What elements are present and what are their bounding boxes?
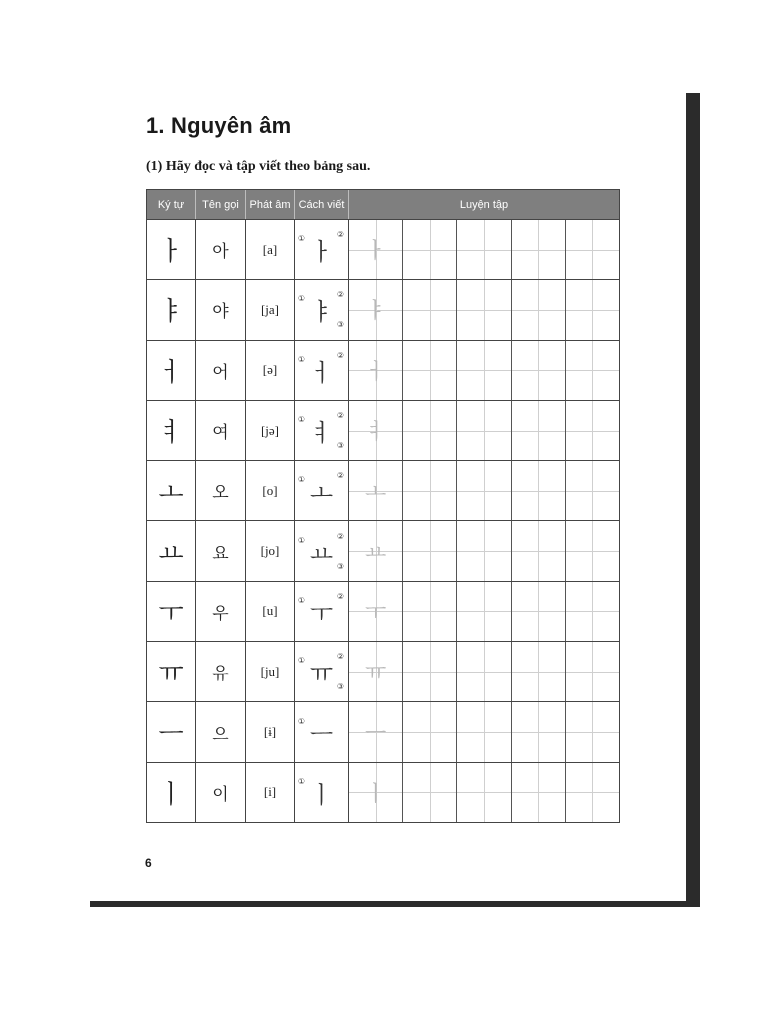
stroke-order-glyph: ㅛ: [309, 539, 334, 568]
stroke-order-guide: [297, 652, 345, 692]
practice-cell: [349, 280, 619, 339]
practice-box[interactable]: [512, 582, 566, 641]
ipa-cell: [246, 521, 295, 580]
stroke-cell: [295, 521, 349, 580]
stroke-number: ①: [297, 595, 306, 605]
stroke-cell: [295, 401, 349, 460]
stroke-cell: [295, 341, 349, 400]
trace-glyph: ㅕ: [364, 420, 387, 446]
practice-box[interactable]: [512, 521, 566, 580]
stroke-number: ②: [336, 350, 345, 360]
practice-box[interactable]: [349, 461, 403, 520]
vowel-ipa: [u]: [262, 603, 278, 619]
practice-box[interactable]: [403, 461, 457, 520]
section-heading: 1. Nguyên âm: [146, 113, 292, 138]
table-row: [147, 460, 619, 520]
practice-box[interactable]: [349, 401, 403, 460]
trace-glyph: ㅓ: [364, 359, 387, 385]
practice-cell: [349, 702, 619, 761]
ipa-cell: [246, 582, 295, 641]
practice-grid: [349, 341, 619, 400]
ipa-cell: [246, 702, 295, 761]
vowel-table: [146, 189, 620, 823]
practice-box[interactable]: [566, 521, 619, 580]
stroke-cell: [295, 582, 349, 641]
exercise-instruction: (1) Hãy đọc và tập viết theo bảng sau.: [146, 159, 371, 174]
practice-box[interactable]: [457, 220, 511, 279]
practice-box[interactable]: [566, 401, 619, 460]
table-row: [147, 279, 619, 339]
char-cell: [147, 521, 196, 580]
practice-box[interactable]: [457, 461, 511, 520]
ipa-cell: [246, 461, 295, 520]
practice-box[interactable]: [512, 220, 566, 279]
char-cell: [147, 461, 196, 520]
practice-box[interactable]: [566, 763, 619, 822]
practice-box[interactable]: [566, 582, 619, 641]
practice-box[interactable]: [512, 280, 566, 339]
stroke-cell: [295, 280, 349, 339]
stroke-number: ①: [297, 354, 306, 364]
practice-grid: [349, 763, 619, 822]
vowel-char: ㅣ: [158, 779, 184, 810]
vowel-name: 어: [212, 362, 229, 383]
table-row: [147, 701, 619, 761]
char-cell: [147, 582, 196, 641]
ipa-cell: [246, 763, 295, 822]
practice-cell: [349, 582, 619, 641]
vowel-name: 우: [212, 603, 229, 624]
page-number: 6: [145, 856, 152, 870]
char-cell: [147, 702, 196, 761]
char-cell: [147, 341, 196, 400]
stroke-order-glyph: ㅓ: [309, 358, 334, 387]
stroke-order-guide: [297, 531, 345, 571]
stroke-number: ③: [336, 320, 345, 330]
trace-glyph: ㅡ: [364, 721, 387, 747]
page-edge-shadow: [686, 93, 700, 907]
stroke-number: ①: [297, 234, 306, 244]
practice-box[interactable]: [457, 521, 511, 580]
stroke-number: ①: [297, 475, 306, 485]
vowel-name: 이: [212, 784, 229, 805]
practice-box[interactable]: [512, 763, 566, 822]
trace-glyph: ㅜ: [364, 600, 387, 626]
vowel-char: ㅏ: [158, 237, 184, 268]
stroke-number: ②: [336, 230, 345, 240]
stroke-number: ②: [336, 531, 345, 541]
vowel-ipa: [ju]: [260, 663, 280, 679]
stroke-number: ①: [297, 656, 306, 666]
stroke-order-guide: [297, 290, 345, 330]
char-cell: [147, 280, 196, 339]
vowel-ipa: [jə]: [260, 422, 280, 438]
name-cell: [196, 763, 246, 822]
stroke-number: ②: [336, 411, 345, 421]
practice-box[interactable]: [566, 461, 619, 520]
stroke-order-guide: [297, 411, 345, 451]
practice-box[interactable]: [457, 642, 511, 701]
practice-box[interactable]: [457, 341, 511, 400]
vowel-ipa: [ja]: [260, 301, 280, 317]
name-cell: [196, 702, 246, 761]
practice-box[interactable]: [403, 763, 457, 822]
name-cell: [196, 401, 246, 460]
stroke-number: ①: [297, 415, 306, 425]
stroke-order-guide: [297, 471, 345, 508]
char-cell: [147, 763, 196, 822]
practice-grid: [349, 642, 619, 701]
vowel-ipa: [ɨ]: [263, 724, 277, 740]
stroke-order-guide: [297, 775, 334, 810]
char-cell: [147, 401, 196, 460]
name-cell: [196, 521, 246, 580]
practice-box[interactable]: [457, 702, 511, 761]
table-row: [147, 641, 619, 701]
practice-box[interactable]: [403, 521, 457, 580]
practice-cell: [349, 642, 619, 701]
trace-glyph: ㅛ: [364, 540, 387, 566]
vowel-name: 여: [212, 423, 229, 444]
ipa-cell: [246, 341, 295, 400]
practice-grid: [349, 702, 619, 761]
stroke-order-glyph: ㅜ: [309, 599, 334, 628]
table-row: [147, 400, 619, 460]
vowel-ipa: [ə]: [262, 362, 278, 378]
practice-box[interactable]: [349, 642, 403, 701]
practice-cell: [349, 401, 619, 460]
practice-box[interactable]: [403, 582, 457, 641]
stroke-number: ②: [336, 471, 345, 481]
practice-cell: [349, 763, 619, 822]
table-header-row: [147, 190, 619, 219]
practice-cell: [349, 461, 619, 520]
header-stroke-order: Cách viết: [295, 190, 349, 219]
stroke-order-guide: [297, 230, 345, 267]
stroke-order-glyph: ㅠ: [309, 660, 334, 689]
practice-box[interactable]: [349, 521, 403, 580]
practice-box[interactable]: [566, 702, 619, 761]
name-cell: [196, 642, 246, 701]
practice-cell: [349, 220, 619, 279]
practice-grid: [349, 582, 619, 641]
vowel-name: 야: [212, 302, 229, 323]
practice-box[interactable]: [349, 702, 403, 761]
practice-box[interactable]: [349, 341, 403, 400]
vowel-ipa: [i]: [263, 784, 277, 800]
table-row: [147, 762, 619, 822]
vowel-char: ㅕ: [158, 418, 184, 449]
ipa-cell: [246, 642, 295, 701]
practice-cell: [349, 521, 619, 580]
table-row: [147, 520, 619, 580]
stroke-order-glyph: ㅗ: [309, 479, 334, 508]
char-cell: [147, 642, 196, 701]
stroke-number: ①: [297, 535, 306, 545]
practice-box[interactable]: [403, 280, 457, 339]
practice-box[interactable]: [403, 702, 457, 761]
vowel-name: 으: [212, 724, 229, 745]
stroke-number: ①: [297, 776, 306, 786]
vowel-char: ㅑ: [158, 297, 184, 328]
page-edge-shadow-bottom: [90, 901, 700, 907]
vowel-name: 오: [212, 483, 229, 504]
vowel-ipa: [a]: [262, 241, 278, 257]
practice-grid: [349, 220, 619, 279]
practice-box[interactable]: [512, 401, 566, 460]
practice-box[interactable]: [403, 401, 457, 460]
stroke-number: ③: [336, 441, 345, 451]
stroke-order-guide: [297, 350, 345, 388]
practice-grid: [349, 521, 619, 580]
practice-box[interactable]: [457, 763, 511, 822]
stroke-order-glyph: ㅏ: [309, 238, 334, 267]
stroke-order-guide: [297, 591, 345, 629]
table-row: [147, 219, 619, 279]
header-practice: Luyện tập: [459, 198, 509, 211]
practice-grid: [349, 461, 619, 520]
trace-glyph: ㅣ: [364, 781, 387, 807]
table-row: [147, 340, 619, 400]
vowel-ipa: [jo]: [260, 543, 280, 559]
vowel-char: ㅗ: [158, 478, 184, 509]
practice-box[interactable]: [403, 642, 457, 701]
stroke-number: ③: [336, 561, 345, 571]
stroke-order-glyph: ㅡ: [309, 720, 334, 749]
vowel-char: ㅜ: [158, 598, 184, 629]
ipa-cell: [246, 220, 295, 279]
practice-box[interactable]: [512, 461, 566, 520]
header-pronunciation: Phát âm: [246, 190, 295, 219]
vowel-char: ㅡ: [158, 719, 184, 750]
vowel-name: 요: [212, 543, 229, 564]
stroke-order-glyph: ㅣ: [309, 780, 334, 809]
vowel-char: ㅛ: [158, 538, 184, 569]
vowel-name: 유: [212, 664, 229, 685]
name-cell: [196, 280, 246, 339]
stroke-cell: [295, 642, 349, 701]
practice-box[interactable]: [512, 642, 566, 701]
name-cell: [196, 220, 246, 279]
stroke-cell: [295, 220, 349, 279]
ipa-cell: [246, 401, 295, 460]
practice-box[interactable]: [457, 401, 511, 460]
practice-grid: [349, 401, 619, 460]
practice-box[interactable]: [457, 280, 511, 339]
stroke-order-glyph: ㅕ: [309, 419, 334, 448]
vowel-ipa: [o]: [262, 482, 278, 498]
stroke-number: ②: [336, 290, 345, 300]
practice-box[interactable]: [403, 341, 457, 400]
practice-box[interactable]: [566, 642, 619, 701]
table-row: [147, 581, 619, 641]
stroke-cell: [295, 461, 349, 520]
trace-glyph: ㅠ: [364, 661, 387, 687]
stroke-number: ②: [336, 652, 345, 662]
stroke-number: ①: [297, 716, 306, 726]
practice-box[interactable]: [349, 220, 403, 279]
vowel-char: ㅠ: [158, 659, 184, 690]
name-cell: [196, 461, 246, 520]
name-cell: [196, 341, 246, 400]
stroke-cell: [295, 763, 349, 822]
vowel-name: 아: [212, 242, 229, 263]
char-cell: [147, 220, 196, 279]
trace-glyph: ㅗ: [364, 480, 387, 506]
practice-box[interactable]: [566, 220, 619, 279]
practice-box[interactable]: [457, 582, 511, 641]
stroke-cell: [295, 702, 349, 761]
stroke-order-glyph: ㅑ: [309, 298, 334, 327]
name-cell: [196, 582, 246, 641]
stroke-number: ②: [336, 591, 345, 601]
practice-box[interactable]: [349, 582, 403, 641]
practice-box[interactable]: [566, 341, 619, 400]
practice-box[interactable]: [512, 702, 566, 761]
table-body: [147, 219, 619, 822]
header-char: Ký tự: [147, 190, 196, 219]
practice-cell: [349, 341, 619, 400]
trace-glyph: ㅑ: [364, 299, 387, 325]
practice-box[interactable]: [566, 280, 619, 339]
practice-box[interactable]: [349, 763, 403, 822]
stroke-number: ③: [336, 682, 345, 692]
header-name: Tên gọi: [196, 190, 246, 219]
practice-grid: [349, 280, 619, 339]
trace-glyph: ㅏ: [364, 239, 387, 265]
practice-box[interactable]: [512, 341, 566, 400]
practice-box[interactable]: [403, 220, 457, 279]
stroke-order-guide: [297, 715, 334, 750]
vowel-char: ㅓ: [158, 357, 184, 388]
practice-box[interactable]: [349, 280, 403, 339]
stroke-number: ①: [297, 294, 306, 304]
ipa-cell: [246, 280, 295, 339]
